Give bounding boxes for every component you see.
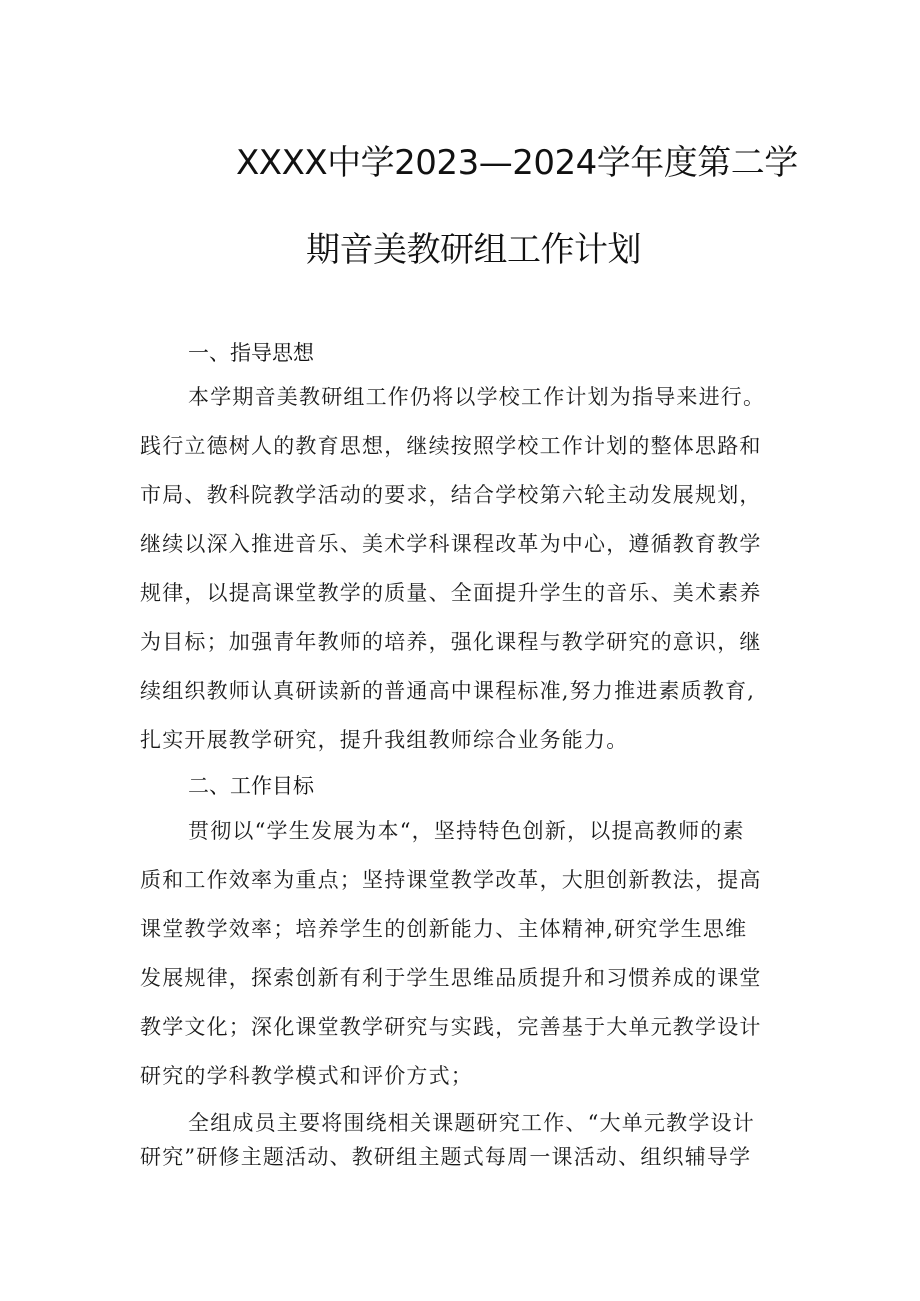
paragraph-line: 贯彻以“学生发展为本“，坚持特色创新，以提高教师的素 (188, 819, 745, 843)
section-2-paragraph-2 (140, 1106, 786, 1174)
paragraph-line: 践行立德树人的教育思想，继续按照学校工作计划的整体思路和 (140, 434, 762, 458)
paragraph-line: 教学文化；深化课堂教学研究与实践，完善基于大单元教学设计 (140, 1015, 762, 1039)
paragraph-line: 质和工作效率为重点；坚持课堂教学改革，大胆创新教法，提高 (140, 868, 762, 892)
paragraph-line: 研究”研修主题活动、教研组主题式每周一课活动、组织辅导学 (140, 1145, 752, 1169)
section-2-paragraph (140, 807, 786, 1101)
document-title-line-2: 期音美教研组工作计划 (306, 230, 641, 270)
paragraph-line: 全组成员主要将围绕相关课题研究工作、“大单元教学设计 (188, 1111, 755, 1135)
paragraph-line: 继续以深入推进音乐、美术学科课程改革为中心，遵循教育教学 (140, 532, 762, 556)
paragraph-line: 规律，以提高课堂教学的质量、全面提升学生的音乐、美术素养 (140, 581, 762, 605)
document-title-line-1: XXXX中学2023—2024学年度第二学 (236, 143, 798, 183)
paragraph-line: 为目标；加强青年教师的培养，强化课程与教学研究的意识，继 (140, 630, 762, 654)
paragraph-line: 本学期音美教研组工作仍将以学校工作计划为指导来进行。 (188, 385, 766, 409)
section-heading-guiding-ideology: 一、指导思想 (188, 341, 314, 365)
paragraph-line: 续组织教师认真研读新的普通高中课程标准,努力推进素质教育, (140, 679, 756, 703)
section-1-paragraph (140, 373, 786, 765)
paragraph-line: 市局、教科院教学活动的要求，结合学校第六轮主动发展规划， (140, 483, 762, 507)
paragraph-line: 课堂教学效率；培养学生的创新能力、主体精神,研究学生思维 (140, 917, 748, 941)
paragraph-line: 研究的学科教学模式和评价方式； (140, 1064, 473, 1088)
section-heading-work-goals: 二、工作目标 (188, 774, 314, 798)
paragraph-line: 发展规律，探索创新有利于学生思维品质提升和习惯养成的课堂 (140, 966, 762, 990)
paragraph-line: 扎实开展教学研究，提升我组教师综合业务能力。 (140, 728, 629, 752)
